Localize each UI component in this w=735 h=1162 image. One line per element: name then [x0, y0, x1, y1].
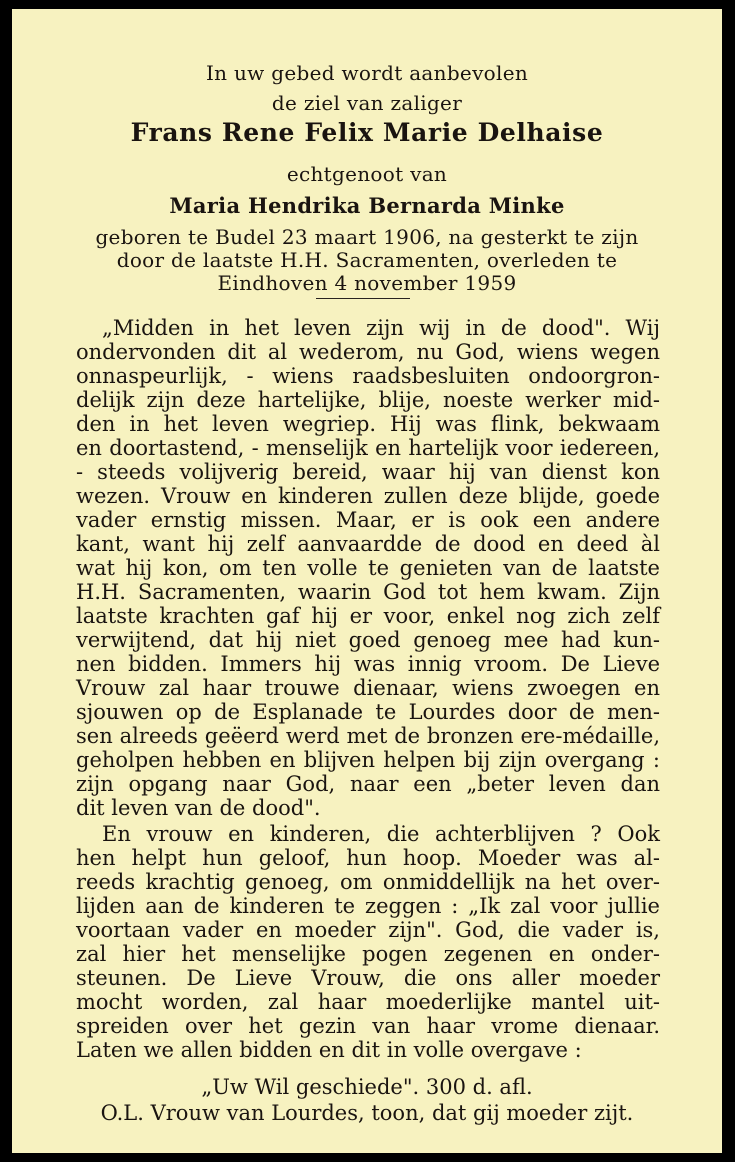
intro-line-2: de ziel van zaliger	[271, 91, 463, 115]
body-line: En vrouw en kinderen, die achterblijven ? Ook	[102, 822, 660, 846]
life-line-1: geboren te Budel 23 maart 1906, na gesterkt te zijn	[95, 225, 639, 249]
spouse-intro: echtgenoot van	[286, 162, 448, 186]
body-line: lijden aan de kinderen te zeggen : „Ik zal voor jullie	[76, 894, 660, 918]
body-line: en doortastend, - menselijk en hartelijk voor iedereen,	[76, 436, 660, 460]
body-line: zijn opgang naar God, naar een „beter leven dan	[76, 772, 660, 796]
body-line: zal hier het menselijke pogen zegenen en onder-	[76, 942, 660, 966]
body-line: vader ernstig missen. Maar, er is ook een andere	[76, 508, 660, 532]
body-line: laatste krachten gaf hij er voor, enkel nog zich zelf	[76, 604, 660, 628]
body-line: „Midden in het leven zijn wij in de dood". Wij	[102, 316, 660, 340]
body-line: H.H. Sacramenten, waarin God tot hem kwam. Zijn	[76, 580, 660, 604]
body-line: hen helpt hun geloof, hun hoop. Moeder was al-	[76, 846, 660, 870]
body-line: geholpen hebben en blijven helpen bij zijn overgang :	[76, 748, 660, 772]
body-line: sen alreeds geëerd werd met de bronzen ere-médaille,	[76, 724, 660, 748]
spouse-name: Maria Hendrika Bernarda Minke	[169, 193, 565, 218]
body-line: verwijtend, dat hij niet goed genoeg mee had kun-	[76, 628, 660, 652]
intro-line-1: In uw gebed wordt aanbevolen	[205, 61, 529, 85]
life-line-3: Eindhoven 4 november 1959	[217, 271, 517, 295]
body-line: reeds krachtig genoeg, om onmiddellijk na het over-	[76, 870, 660, 894]
body-line: wat hij kon, om ten volle te genieten van de laatste	[76, 556, 660, 580]
body-line: wezen. Vrouw en kinderen zullen deze blijde, goede	[76, 484, 660, 508]
closing-prayer: „Uw Wil geschiede". 300 d. afl.	[201, 1075, 533, 1099]
body-line: Vrouw zal haar trouwe dienaar, wiens zwoegen en	[76, 676, 660, 700]
body-line: kant, want hij zelf aanvaardde de dood en deed àl	[76, 532, 660, 556]
body-line: mocht worden, zal haar moederlijke mantel uit-	[76, 990, 660, 1014]
body-line: spreiden over het gezin van haar vrome dienaar.	[76, 1014, 660, 1038]
closing-invocation: O.L. Vrouw van Lourdes, toon, dat gij moeder zijt.	[100, 1101, 634, 1125]
body-line: dit leven van de dood".	[76, 796, 321, 820]
body-line: delijk zijn deze hartelijke, blije, noeste werker mid-	[76, 388, 660, 412]
body-line: nen bidden. Immers hij was innig vroom. De Lieve	[76, 652, 660, 676]
body-line: - steeds volijverig bereid, waar hij van dienst kon	[76, 460, 660, 484]
body-line: steunen. De Lieve Vrouw, die ons aller moeder	[76, 966, 660, 990]
life-line-2: door de laatste H.H. Sacramenten, overleden te	[116, 248, 618, 272]
divider-rule	[316, 298, 410, 299]
body-line: Laten we allen bidden en dit in volle overgave :	[76, 1038, 582, 1062]
body-line: ondervonden dit al wederom, nu God, wiens wegen	[76, 340, 660, 364]
body-line: sjouwen op de Esplanade te Lourdes door de men-	[76, 700, 660, 724]
body-line: voortaan vader en moeder zijn". God, die vader is,	[76, 918, 660, 942]
body-line: den in het leven wegriep. Hij was flink, bekwaam	[76, 412, 660, 436]
deceased-name: Frans Rene Felix Marie Delhaise	[130, 118, 604, 147]
memorial-card	[12, 9, 722, 1153]
body-line: onnaspeurlijk, - wiens raadsbesluiten ondoorgron-	[76, 364, 660, 388]
